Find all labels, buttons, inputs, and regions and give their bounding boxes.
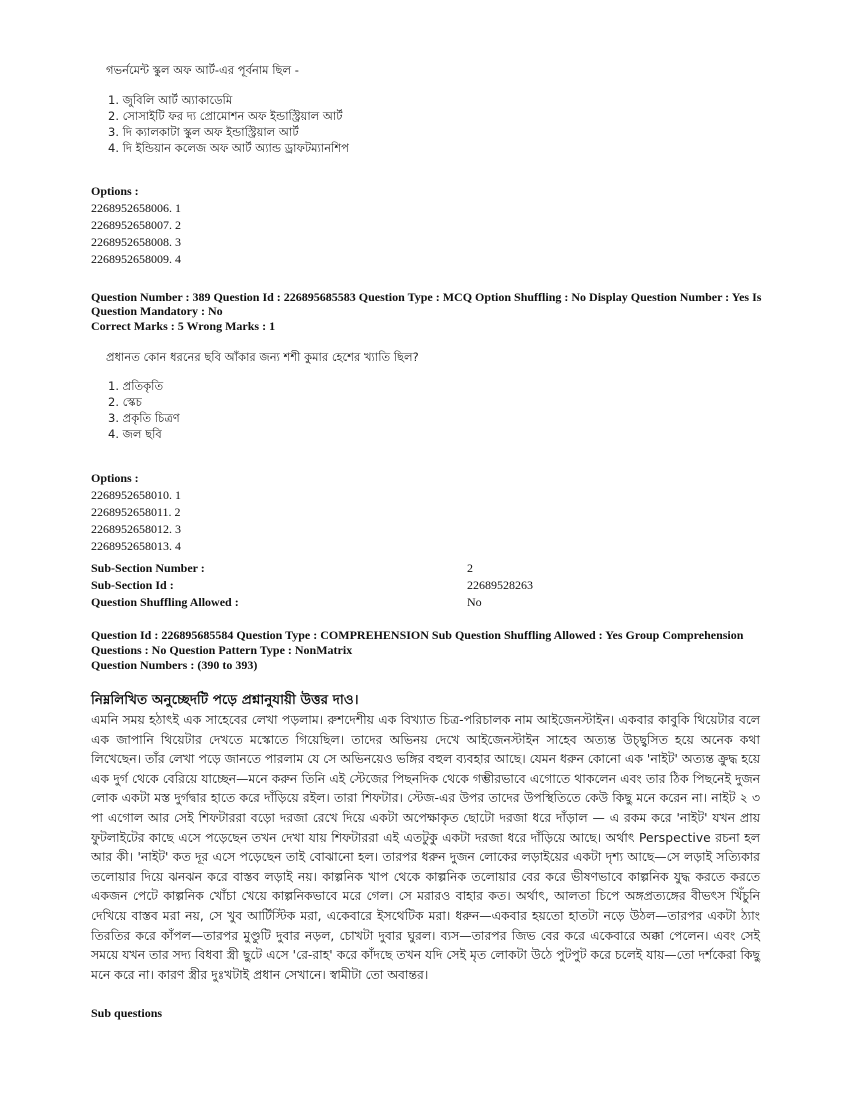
q389-header: Question Number : 389 Question Id : 226895685583 Question Type : MCQ Option Shuffling : No Display Question Number : Yes Is bbox=[91, 290, 762, 304]
q389-question-text: প্রধানত কোন ধরনের ছবি আঁকার জন্য শশী কুমার হেশের খ্যাতি ছিল? bbox=[106, 350, 419, 364]
option-code: 2268952658012. 3 bbox=[91, 522, 181, 536]
q389-mandatory: Question Mandatory : No bbox=[91, 304, 223, 318]
q388-choice-4: 4. দি ইন্ডিয়ান কলেজ অফ আর্ট অ্যান্ড ড্রাফটম্যানশিপ bbox=[108, 141, 349, 155]
subsection-shuffle-value: No bbox=[467, 595, 482, 609]
sub-questions-label: Sub questions bbox=[91, 1006, 163, 1020]
q389-options-label: Options : bbox=[91, 471, 139, 485]
q389-marks: Correct Marks : 5 Wrong Marks : 1 bbox=[91, 319, 276, 333]
comprehension-header: Question Id : 226895685584 Question Type : COMPREHENSION Sub Question Shuffling Allowed : Yes Group Comprehension bbox=[91, 628, 744, 642]
subsection-number-value: 2 bbox=[467, 561, 473, 575]
option-code: 2268952658006. 1 bbox=[91, 201, 181, 215]
q388-choice-3: 3. দি ক্যালকাটা স্কুল অফ ইন্ডাস্ট্রিয়াল আর্ট bbox=[108, 125, 299, 139]
option-code: 2268952658011. 2 bbox=[91, 505, 181, 519]
q389-choice-2: 2. স্কেচ bbox=[108, 395, 142, 409]
q389-choice-1: 1. প্রতিকৃতি bbox=[108, 379, 164, 393]
comprehension-question-numbers: Question Numbers : (390 to 393) bbox=[91, 658, 258, 672]
q388-choice-list bbox=[108, 92, 349, 156]
subsection-id-label: Sub-Section Id : bbox=[91, 578, 174, 592]
q388-choice-1: 1. জুবিলি আর্ট অ্যাকাডেমি bbox=[108, 93, 233, 107]
option-code: 2268952658008. 3 bbox=[91, 235, 181, 249]
subsection-shuffle-row bbox=[91, 594, 651, 610]
passage-heading: নিম্নলিখিত অনুচ্ছেদটি পড়ে প্রশ্নানুযায়ী উত্তর দাও। bbox=[91, 692, 359, 708]
q389-choice-4: 4. জল ছবি bbox=[108, 427, 162, 441]
q388-choice-2: 2. সোসাইটি ফর দ্য প্রোমোশন অফ ইন্ডাস্ট্রিয়াল আর্ট bbox=[108, 109, 343, 123]
q388-option-codes bbox=[91, 200, 181, 268]
q389-option-codes bbox=[91, 487, 181, 555]
option-code: 2268952658010. 1 bbox=[91, 488, 181, 502]
q388-options-label: Options : bbox=[91, 184, 139, 198]
q389-choice-3: 3. প্রকৃতি চিত্রণ bbox=[108, 411, 180, 425]
subsection-id-value: 22689528263 bbox=[467, 578, 533, 592]
subsection-number-row bbox=[91, 560, 651, 576]
option-code: 2268952658009. 4 bbox=[91, 252, 181, 266]
q389-choice-list bbox=[108, 378, 180, 442]
q388-question-text: গভর্নমেন্ট স্কুল অফ আর্ট-এর পূর্বনাম ছিল - bbox=[106, 63, 299, 77]
subsection-shuffle-label: Question Shuffling Allowed : bbox=[91, 595, 239, 609]
option-code: 2268952658013. 4 bbox=[91, 539, 181, 553]
subsection-id-row bbox=[91, 577, 651, 593]
subsection-number-label: Sub-Section Number : bbox=[91, 561, 205, 575]
passage-text: এমনি সময় হঠাৎই এক সাহেবের লেখা পড়লাম। রুশদেশীয় এক বিখ্যাত চিত্র-পরিচালক নাম আইজেনস্টাইন। একবার কাবুকি থিয়েটার বলে এক জাপানি থিয়েটার দেখতে মস্কোতে গিয়েছিল। তাদের অভিনয় দেখে আইজেনস্টাইন সাহেব অত্যন্ত উচ্ছ্বসিত হয়ে অনেক কথা লিখেছেন। তাঁর লেখা পড়ে জানতে পারলাম যে সে অভিনয়েও ভঙ্গির বহুল ব্যবহার আছে। যেমন ধরুন কোনো এক 'নাইট' অত্যন্ত ক্রুদ্ধ হয়ে এক দুর্গ থেকে বেরিয়ে যাচ্ছেন—মনে করুন তিনি এই স্টেজের পিছনদিক থেকে গম্ভীরভাবে এগোতে থাকলেন এবং তার ঠিক পিছনেই দুজন লোক একটা মস্ত দুর্গদ্বার হাতে করে দাঁড়িয়ে রইল। তারা শিফটার। স্টেজ-এর উপর তাদের উপস্থিতিতে কেউ কিছু মনে করেন না। নাইট ২ ৩ পা এগোল আর সেই শিফটাররা বড়ো দরজা রেখে দিয়ে একটা অপেক্ষাকৃত ছোটো দরজা ধরে দাঁড়াল — এ রকম করে 'নাইট' যখন প্রায় ফুটলাইটের কাছে এসে পড়েছেন তখন দেখা যায় শিফটাররা এই এতটুকু একটা দরজা ধরে দাঁড়িয়ে আছে। অর্থাৎ Perspective রচনা হল আর কী। 'নাইট' কত দূর এসে পড়েছেন তাই বোঝানো হল। তারপর ধরুন দুজন লোকের লড়াইয়ের একটা দৃশ্য আছে—সে লড়াই সত্যিকার তলোয়ার দিয়ে ঝনঝন করে বাস্তব লড়াই নয়। কাল্পনিক খাপ থেকে কাল্পনিক তলোয়ার বের করে ভীষণভাবে কাল্পনিক যুদ্ধ করতে করতে একজন পেটে কাল্পনিক খোঁচা খেয়ে কাল্পনিকভাবে মরে গেল। সে মরারও বাহার কত। অর্থাৎ, আলতা চিপে অঙ্গপ্রত্যঙ্গের বীভৎস খিঁচুনি দেখিয়ে বাস্তব মরা নয়, সে খুব আর্টিস্টিক মরা, একেবারে ইসথেটিক মরা। ধরুন—একবার হয়তো হাতটা নড়ে উঠল—তারপর একটা ঠ্যাং তিরতির করে কাঁপল—তারপর মুণ্ডুটি দুবার নড়ল, চোখটা দুবার ঘুরল। ব্যস—তারপর জিভ বের করে একেবারে অক্কা পেলেন। এবং সেই সময়ে যখন তার সদ্য বিধবা স্ত্রী ছুটে এসে 'রে-রাহ' করে কাঁদছে তখন যদি সেই মৃত লোকটা উঠে পুটপুট করে চলেই যায়—তো দর্শকেরা কিছু মনে করে না। কারণ স্ত্রীর দুঃখটাই প্রধান সেখানে। স্বামীটা তো অবান্তর। bbox=[91, 713, 761, 982]
option-code: 2268952658007. 2 bbox=[91, 218, 181, 232]
comprehension-pattern: Questions : No Question Pattern Type : NonMatrix bbox=[91, 643, 353, 657]
